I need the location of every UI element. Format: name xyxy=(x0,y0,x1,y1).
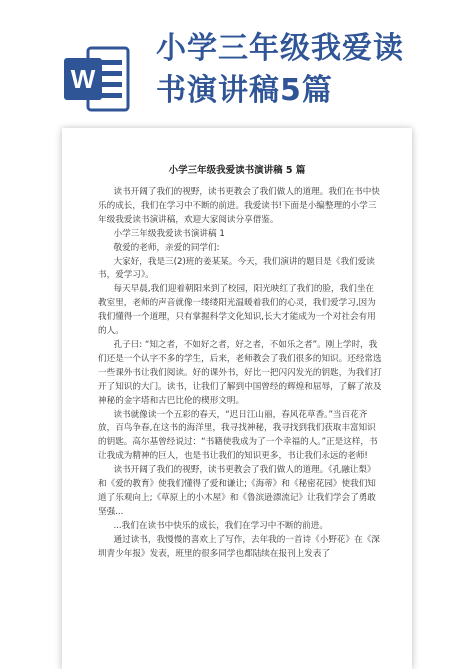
paragraph: 大家好，我是三(2)班的姜某某。今天，我们演讲的题目是《我们爱读书，爱学习》。 xyxy=(98,256,375,281)
page-header xyxy=(0,0,474,120)
document-title: 小学三年级我爱读书演讲稿 5 篇 xyxy=(168,165,306,176)
paragraph: 读书开阔了我们的视野，读书更教会了我们做人的道理。我们在书中快乐的成长，我们在学习中不断的前进。我爱读书!下面是小编整理的小学三年级我爱读书演讲稿，欢迎大家阅读分享借鉴。 xyxy=(98,187,380,225)
paragraph: 读书就像读一个五彩的春天，“迟日江山丽，春风花草香。”当百花齐放，百鸟争春,在这书的海洋里，我寻找神秘，我寻找到我们获取丰富知识的钥匙。高尔基曾经说过：“书籍使我成为了一个幸福的人。”正是这样，书让我成为精神的巨人，也是书让我们的知识更多，书让我们永远的老师! xyxy=(98,409,378,462)
paragraph: ...我们在读书中快乐的成长，我们在学习中不断的前进。 xyxy=(113,520,328,531)
page-title xyxy=(156,28,466,112)
document-page xyxy=(62,128,412,669)
paragraph: 通过读书，我慢慢的喜欢上了写作，去年我的一首诗《小野花》在《深圳青少年报》发表，班里的很多同学也都陆续在报刊上发表了 xyxy=(98,534,380,559)
paragraph: 小学三年级我爱读书演讲稿 1 xyxy=(113,228,225,239)
document-body xyxy=(98,186,382,561)
page-title-line-1: 小学三年级我爱读 xyxy=(156,31,404,66)
page-title-line-2: 书演讲稿5篇 xyxy=(156,73,333,108)
paragraph: 每天早晨,我们迎着朝阳来到了校园，阳光映红了我们的脸，我们坐在教室里，老师的声音就像一缕缕阳光温暖着我们的心灵，我们爱学习,因为我们懂得一个道理，只有掌握科学文化知识,长大才能成为一个对社会有用的人。 xyxy=(98,284,376,337)
word-document-icon xyxy=(62,44,132,114)
paragraph: 敬爱的老师，亲爱的同学们: xyxy=(113,242,220,253)
paragraph: 孔子曰: “知之者，不如好之者，好之者，不如乐之者”。刚上学时，我们还是一个认字不多的学生，后来，老师教会了我们很多的知识。还经常选一些课外书让我们阅读。好的课外书，好比一把闪闪发光的钥匙，为我们打开了知识的大门。读书，让我们了解到中国曾经的辉煌和屈辱，了解了浓及神秘的金字塔和古巴比伦的楔形文明。 xyxy=(98,339,382,406)
svg-text:W: W xyxy=(70,64,96,94)
paragraph: 读书开阔了我们的视野，读书更教会了我们做人的道理。《孔融让梨》和《爱的教育》使我们懂得了爱和谦让;《海蒂》和《秘密花园》使我们知道了乐观向上;《草原上的小木屋》和《鲁滨逊漂流记》让我们学会了勇敢坚强... xyxy=(98,465,376,517)
